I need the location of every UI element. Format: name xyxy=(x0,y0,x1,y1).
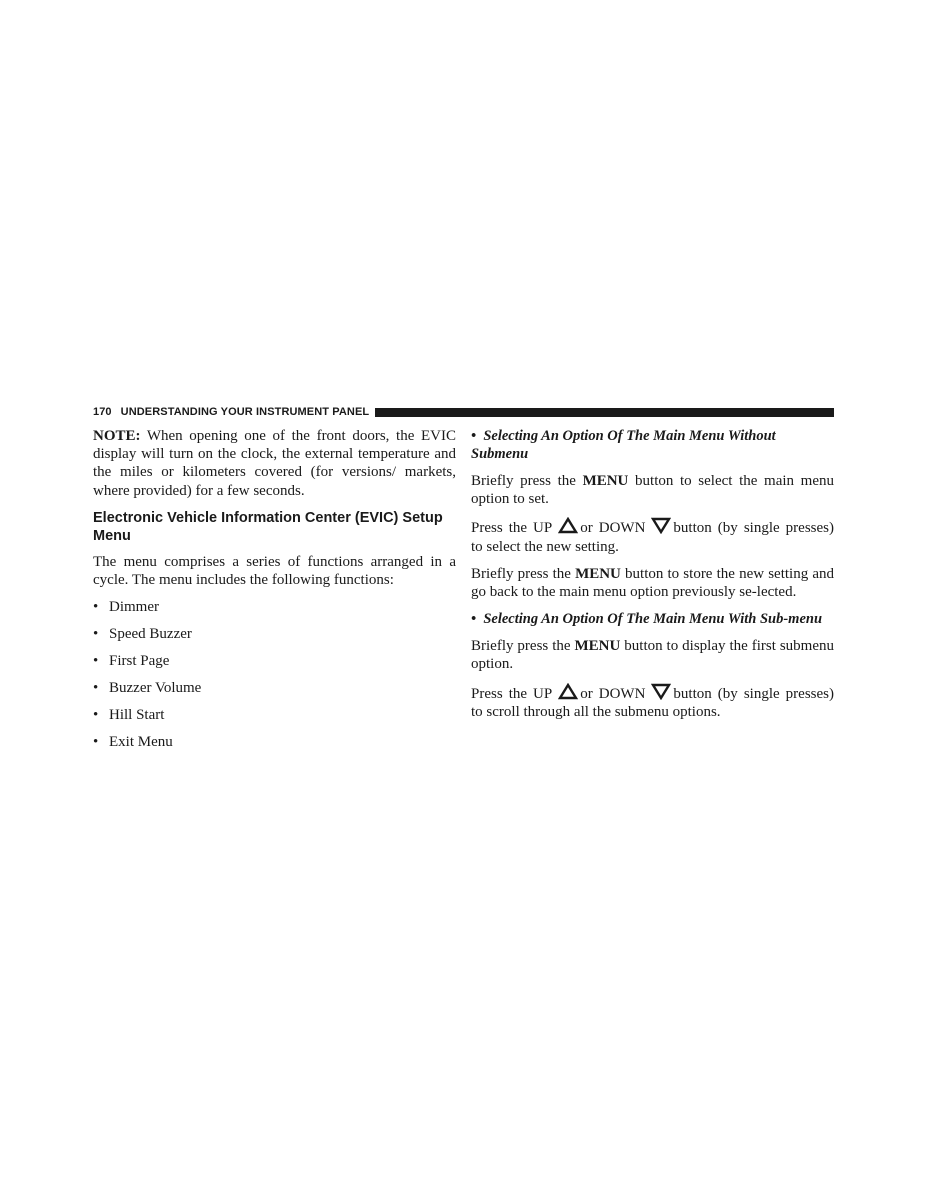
function-label: Hill Start xyxy=(109,707,165,724)
intro-paragraph: The menu comprises a series of functions arranged in a cycle. The menu includes the following functions: xyxy=(93,553,456,589)
list-item xyxy=(93,652,456,670)
list-item xyxy=(93,706,456,724)
bullet: • xyxy=(93,734,99,751)
page-header xyxy=(93,405,834,419)
text: or DOWN xyxy=(580,685,646,702)
note-paragraph xyxy=(93,427,456,500)
left-column xyxy=(93,427,456,760)
list-item xyxy=(93,733,456,751)
function-label: First Page xyxy=(109,653,170,670)
bullet: • xyxy=(471,428,477,444)
text: Briefly press the xyxy=(471,473,583,489)
page-number: 170 xyxy=(93,406,112,418)
paragraph-display-submenu xyxy=(471,637,834,673)
text: Briefly press the xyxy=(471,565,576,582)
bullet: • xyxy=(93,680,99,697)
text: Press the UP xyxy=(471,685,553,702)
bullet: • xyxy=(471,611,477,628)
section-title: UNDERSTANDING YOUR INSTRUMENT PANEL xyxy=(120,406,370,418)
text: button to display the first submenu option. xyxy=(471,638,835,673)
bullet: • xyxy=(93,626,99,643)
subheading-without-submenu xyxy=(471,427,834,463)
list-item xyxy=(93,598,456,616)
menu-keyword: MENU xyxy=(575,565,621,582)
menu-keyword: MENU xyxy=(582,473,629,489)
text: button (by single presses) to scroll through all the submenu options. xyxy=(471,685,834,720)
subheading-with-submenu xyxy=(471,610,834,628)
header-rule xyxy=(375,408,834,417)
function-label: Exit Menu xyxy=(109,734,173,751)
bullet: • xyxy=(93,599,99,616)
triangle-down-icon xyxy=(651,683,671,700)
text: or DOWN xyxy=(580,520,646,537)
paragraph-scroll-submenu xyxy=(471,683,834,721)
menu-keyword: MENU xyxy=(574,638,621,655)
paragraph-select-option xyxy=(471,472,834,508)
right-column xyxy=(471,427,834,730)
text: Briefly press the xyxy=(471,638,575,655)
function-list xyxy=(93,598,456,751)
triangle-down-icon xyxy=(651,517,671,534)
note-label: NOTE: xyxy=(93,428,141,444)
text: button to store the new setting and go back to the main menu option previously se-lected. xyxy=(471,565,834,601)
triangle-up-icon xyxy=(558,517,578,534)
subheading-text: Selecting An Option Of The Main Menu With Sub-menu xyxy=(483,611,823,628)
text: button (by single presses) to select the new setting. xyxy=(471,520,834,555)
paragraph-up-down xyxy=(471,517,834,555)
note-text: When opening one of the front doors, the EVIC display will turn on the clock, the external temperature and the miles or kilometers covered (for versions/ markets, where provided) for a few seconds. xyxy=(93,428,456,499)
text: Press the UP xyxy=(471,520,553,537)
paragraph-store-setting xyxy=(471,565,834,601)
function-label: Dimmer xyxy=(109,599,159,616)
bullet: • xyxy=(93,653,99,670)
triangle-up-icon xyxy=(558,683,578,700)
bullet: • xyxy=(93,707,99,724)
list-item xyxy=(93,625,456,643)
function-label: Buzzer Volume xyxy=(109,680,202,697)
text: button to select the main menu option to set. xyxy=(471,473,835,508)
evic-heading: Electronic Vehicle Information Center (EVIC) Setup Menu xyxy=(93,509,443,544)
list-item xyxy=(93,679,456,697)
function-label: Speed Buzzer xyxy=(109,626,192,643)
subheading-text: Selecting An Option Of The Main Menu Without Submenu xyxy=(471,428,776,462)
